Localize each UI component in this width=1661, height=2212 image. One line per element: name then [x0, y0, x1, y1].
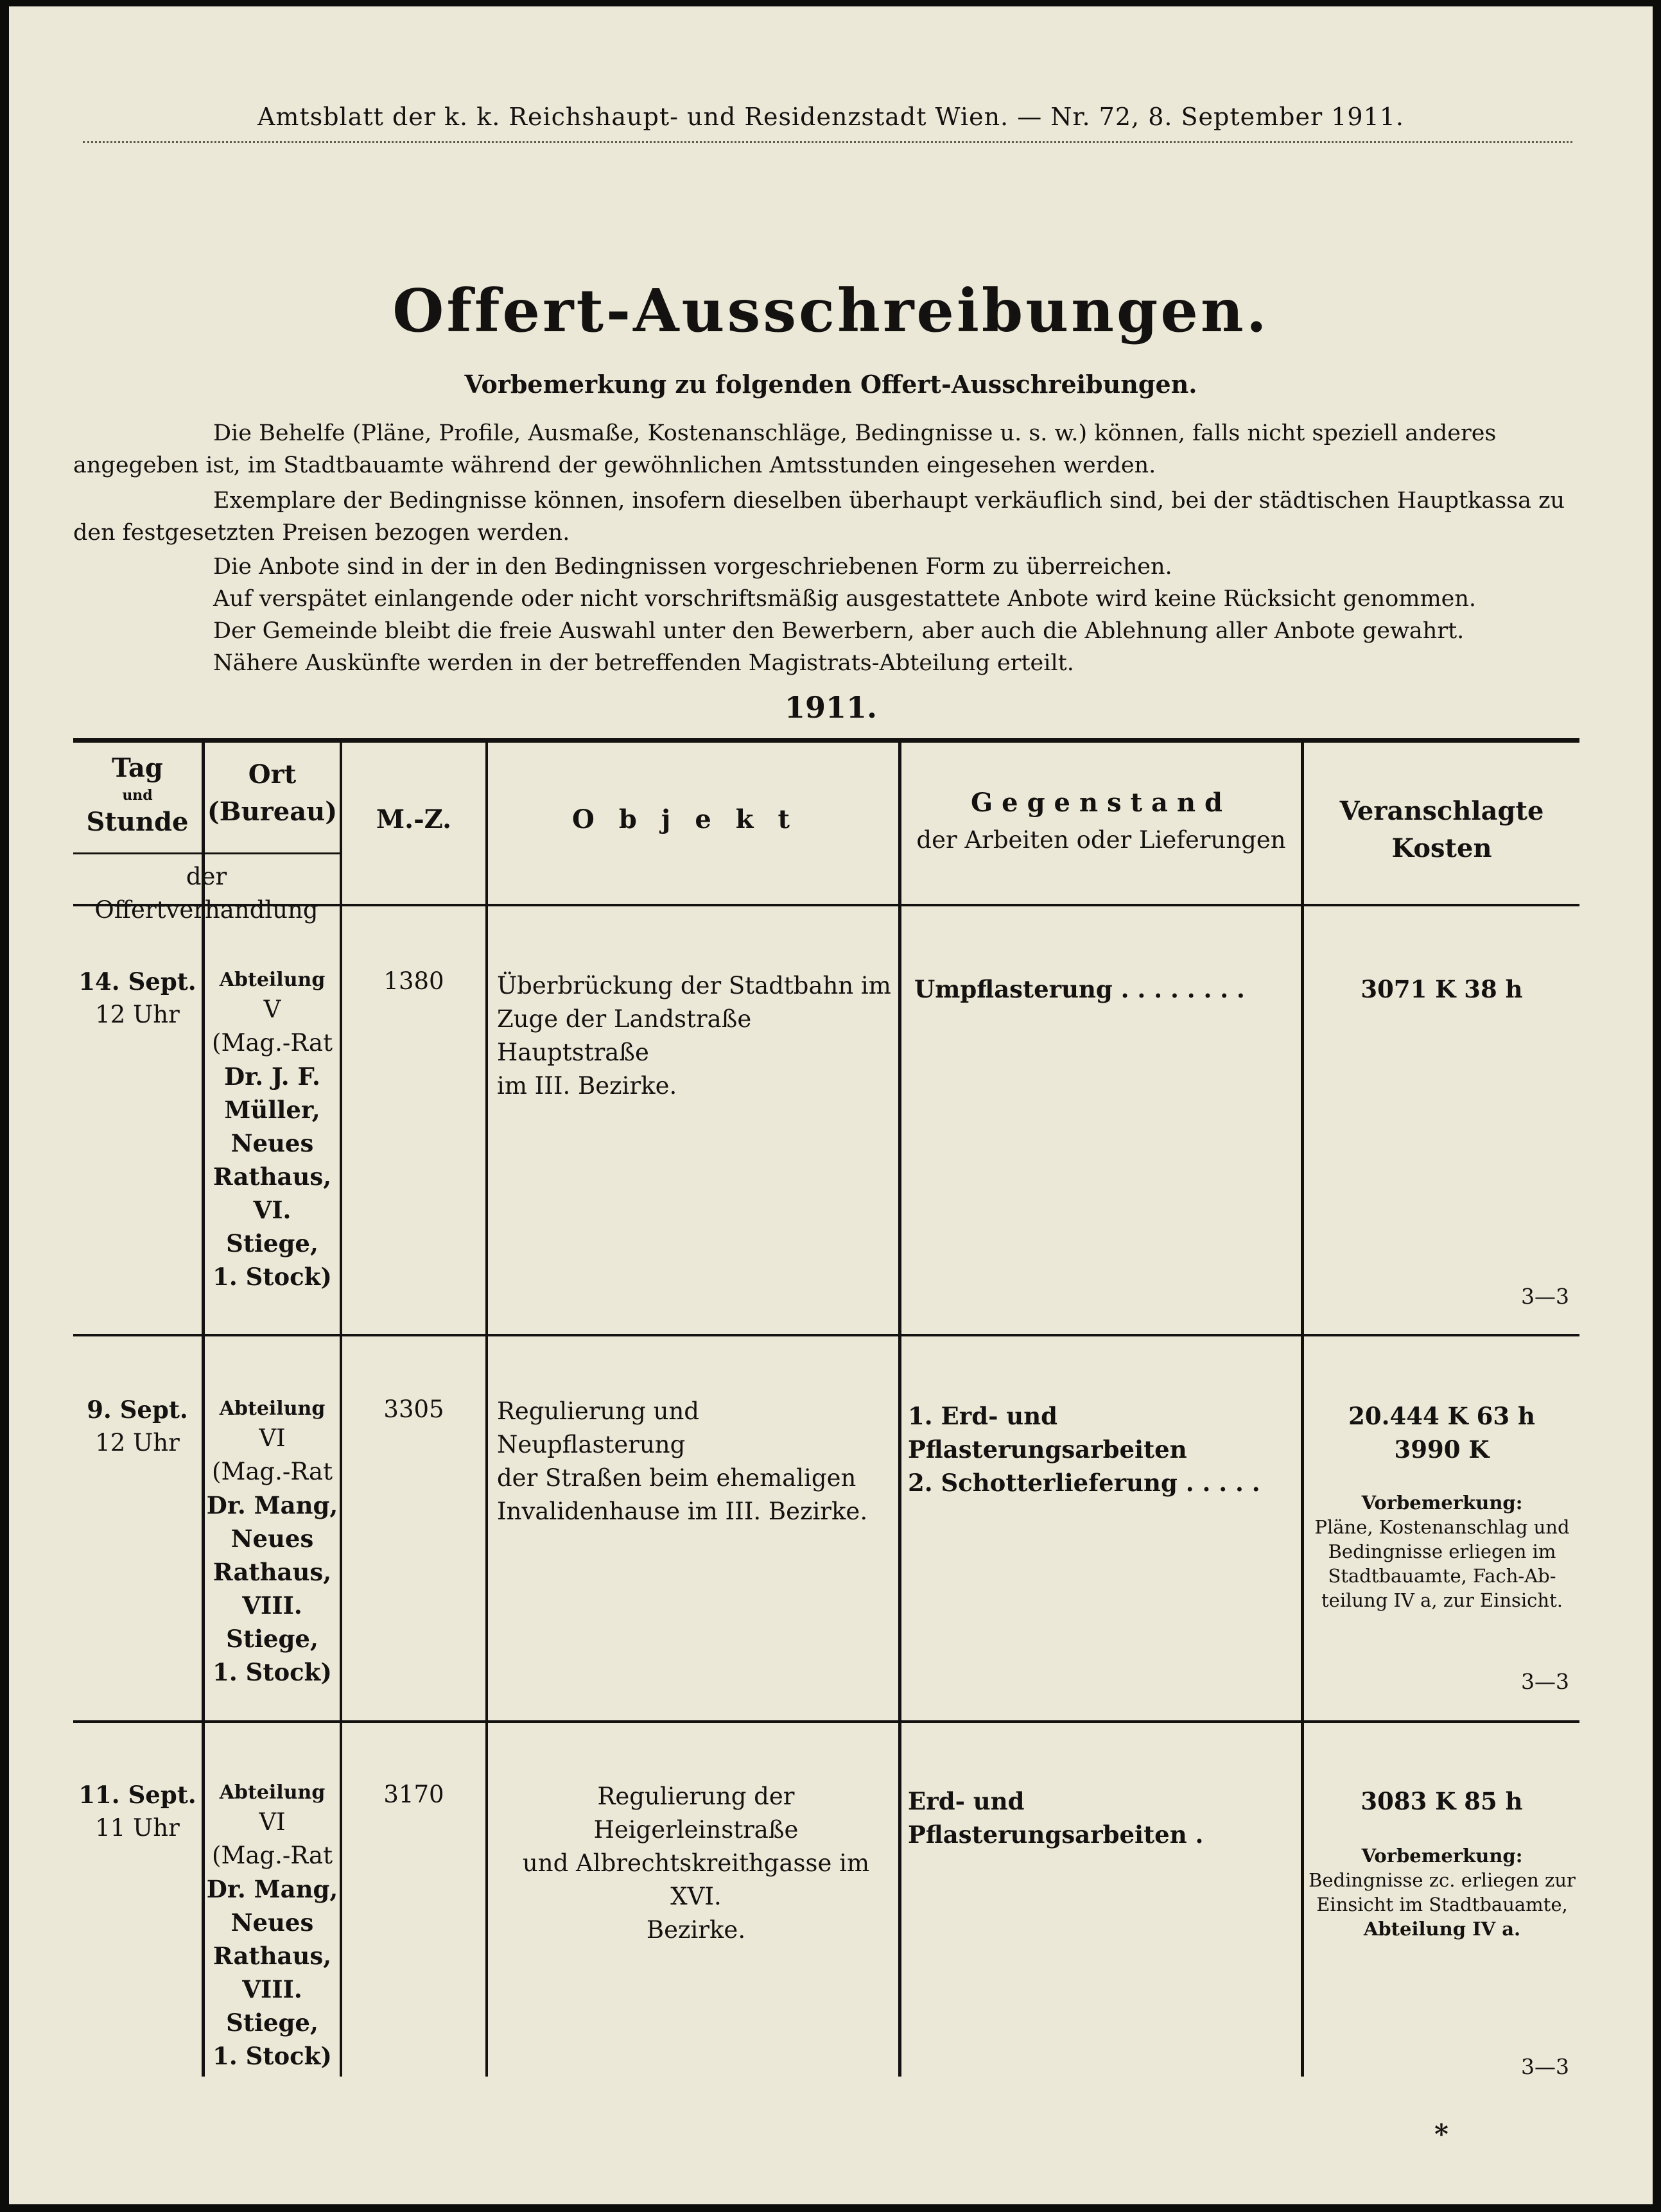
header-nr: M.-Z.: [376, 804, 452, 834]
header-stunde: Stunde: [86, 807, 189, 837]
row3-objekt-line: und Albrechtskreithgasse im XVI.: [522, 1849, 870, 1910]
row3-ort-line: VIII.: [242, 1975, 302, 2003]
row1-ort-line: Neues: [230, 1129, 314, 1157]
header-tag: Tag: [112, 753, 163, 783]
row2-ort-line: Rathaus,: [213, 1558, 332, 1586]
row1-ort-line: Dr. J. F.: [224, 1062, 320, 1091]
row2-nr: 3305: [383, 1395, 444, 1423]
header-gegenstand-sub: der Arbeiten oder Lieferungen: [916, 826, 1286, 854]
row3-note-heading: Vorbemerkung:: [1361, 1845, 1523, 1867]
header-tag-stunde: [73, 750, 202, 841]
row2-note-heading: Vorbemerkung:: [1361, 1492, 1523, 1514]
table-top-rule: [73, 738, 1579, 743]
row2-gegenstand: [908, 1399, 1300, 1499]
header-und: und: [122, 787, 153, 804]
row3-ort: [205, 1780, 340, 2073]
row2-objekt-line: Regulierung und Neupflasterung: [497, 1397, 699, 1458]
row2-objekt-line: Invalidenhause im III. Bezirke.: [497, 1498, 868, 1525]
header-bureau: (Bureau): [207, 797, 338, 827]
row2-ort: [205, 1396, 340, 1689]
row2-ort-line: Neues: [230, 1525, 314, 1553]
header-kosten: [1304, 793, 1579, 867]
row1-ort-line: V: [263, 996, 281, 1023]
row3-objekt: [497, 1780, 895, 1947]
row2-ort-line: VI: [259, 1424, 286, 1452]
row2-note-line: Bedingnisse erliegen im: [1328, 1541, 1556, 1562]
row-divider-1: [73, 1334, 1579, 1336]
row1-gegenstand: Umpflasterung . . . . . . . .: [914, 975, 1245, 1003]
row1-nr: 1380: [383, 967, 444, 995]
row3-ort-line: Dr. Mang,: [206, 1875, 338, 1903]
row2-objekt-line: der Straßen beim ehemaligen: [497, 1464, 857, 1492]
preliminary-note-heading: Vorbemerkung zu folgenden Offert-Ausschreibungen.: [464, 370, 1197, 399]
row2-objekt: [497, 1395, 895, 1528]
row3-nr: 3170: [383, 1781, 444, 1808]
row2-kosten: [1304, 1399, 1579, 1466]
row1-ort-line: 1. Stock): [213, 1263, 332, 1291]
paragraph-anbote: Die Anbote sind in der in den Bedingnissen vorgeschriebenen Form zu überreichen.: [213, 554, 1172, 580]
row2-note-line: Pläne, Kostenanschlag und: [1314, 1516, 1570, 1538]
row1-ort-line: Rathaus,: [213, 1162, 332, 1191]
row2-ort-line: VIII.: [242, 1591, 302, 1620]
row2-ort-line: Abteilung: [219, 1397, 326, 1420]
header-veranschlagte: Veranschlagte: [1339, 796, 1544, 826]
row2-note-line: Stadtbauamte, Fach-Ab-: [1328, 1565, 1556, 1587]
year-label: 1911.: [784, 690, 878, 725]
row2-ort-line: Stiege,: [226, 1625, 318, 1653]
row3-note-line: Abteilung IV a.: [1363, 1918, 1521, 1940]
row1-objekt-line: im III. Bezirke.: [497, 1072, 677, 1100]
row2-note: [1306, 1491, 1578, 1612]
row3-ort-line: Rathaus,: [213, 1942, 332, 1970]
running-header: Amtsblatt der k. k. Reichshaupt- und Residenzstadt Wien. — Nr. 72, 8. September 1911.: [257, 103, 1405, 131]
row3-ort-line: Neues: [230, 1908, 314, 1937]
row2-kosten-line: 20.444 K 63 h: [1348, 1402, 1535, 1430]
row1-date: 14. Sept.: [78, 967, 196, 996]
row3-note-line: Einsicht im Stadtbauamte,: [1316, 1894, 1568, 1915]
page-title: Offert-Ausschreibungen.: [392, 276, 1269, 345]
header-gegenstand: [901, 784, 1301, 859]
header-objekt: Objekt: [572, 804, 814, 834]
header-rule: [83, 141, 1572, 150]
row2-note-line: teilung IV a, zur Einsicht.: [1321, 1589, 1563, 1611]
row3-date: 11. Sept.: [78, 1781, 196, 1809]
row3-kosten: 3083 K 85 h: [1361, 1787, 1523, 1815]
row2-date: 9. Sept.: [87, 1395, 188, 1424]
row2-time: 12 Uhr: [95, 1429, 180, 1456]
row1-objekt-line: Zuge der Landstraße Hauptstraße: [497, 1005, 752, 1066]
header-gegenstand-label: Gegenstand: [970, 788, 1232, 818]
row3-note-line: Bedingnisse zc. erliegen zur: [1309, 1869, 1576, 1891]
row3-objekt-line: Regulierung der Heigerleinstraße: [593, 1783, 799, 1844]
col-rule-3: [485, 741, 488, 2077]
row2-gegenstand-line: 2. Schotterlieferung . . . . .: [908, 1469, 1260, 1497]
row2-ref: 3—3: [1521, 1669, 1569, 1694]
header-ort: [205, 756, 340, 831]
row1-ort-line: Müller,: [224, 1096, 320, 1124]
row1-ort-line: Abteilung: [219, 969, 326, 991]
row1-kosten: 3071 K 38 h: [1361, 975, 1523, 1003]
paragraph-auswahl: Der Gemeinde bleibt die freie Auswahl unter den Bewerbern, aber auch die Ablehnung aller Anbote gewahrt.: [213, 618, 1465, 644]
row3-time: 11 Uhr: [95, 1814, 180, 1842]
header-ort-label: Ort: [248, 759, 297, 790]
row3-ref: 3—3: [1521, 2054, 1569, 2079]
footer-mark: *: [1434, 2118, 1448, 2150]
row1-ort-line: (Mag.-Rat: [212, 1029, 333, 1057]
row3-ort-line: Abteilung: [219, 1781, 326, 1804]
page-sheet: [9, 6, 1653, 2204]
header-offertverhandlung: der Offertverhandlung: [94, 863, 318, 924]
header-split-rule: [73, 852, 340, 854]
col-rule-4: [898, 741, 901, 2077]
paragraph-exemplare: Exemplare der Bedingnisse können, insofern dieselben überhaupt verkäuflich sind, bei der städtischen Hauptkassa zu den festgesetzten Preisen bezogen werden.: [73, 488, 1565, 546]
row1-ort: [205, 967, 340, 1293]
header-kosten-label: Kosten: [1391, 833, 1492, 863]
row1-ort-line: VI. Stiege,: [226, 1196, 318, 1257]
row3-ort-line: 1. Stock): [213, 2042, 332, 2070]
row3-ort-line: VI: [259, 1808, 286, 1836]
row3-objekt-line: Bezirke.: [646, 1916, 746, 1944]
row2-kosten-line: 3990 K: [1394, 1435, 1490, 1464]
paragraph-verspaetet: Auf verspätet einlangende oder nicht vorschriftsmäßig ausgestattete Anbote wird keine Rücksicht genommen.: [213, 586, 1477, 612]
paragraph-auskuenfte: Nähere Auskünfte werden in der betreffenden Magistrats-Abteilung erteilt.: [213, 650, 1074, 676]
row1-objekt-line: Überbrückung der Stadtbahn im: [497, 972, 891, 999]
row1-time: 12 Uhr: [95, 1001, 180, 1028]
row3-ort-line: Stiege,: [226, 2009, 318, 2037]
row2-gegenstand-line: 1. Erd- und Pflasterungsarbeiten: [908, 1402, 1187, 1464]
row3-ort-line: (Mag.-Rat: [212, 1842, 333, 1869]
row2-ort-line: 1. Stock): [213, 1658, 332, 1686]
row3-gegenstand: Erd- und Pflasterungsarbeiten .: [908, 1787, 1204, 1849]
row2-ort-line: Dr. Mang,: [206, 1491, 338, 1519]
row1-ref: 3—3: [1521, 1284, 1569, 1309]
paragraph-behelfe: Die Behelfe (Pläne, Profile, Ausmaße, Kostenanschläge, Bedingnisse u. s. w.) können, falls nicht speziell anderes angegeben ist, im Stadtbauamte während der gewöhnlichen Amtsstunden eingesehen werden.: [73, 420, 1497, 478]
row3-note: [1306, 1844, 1578, 1941]
row1-objekt: [497, 969, 895, 1103]
row-divider-2: [73, 1720, 1579, 1723]
row2-ort-line: (Mag.-Rat: [212, 1458, 333, 1485]
